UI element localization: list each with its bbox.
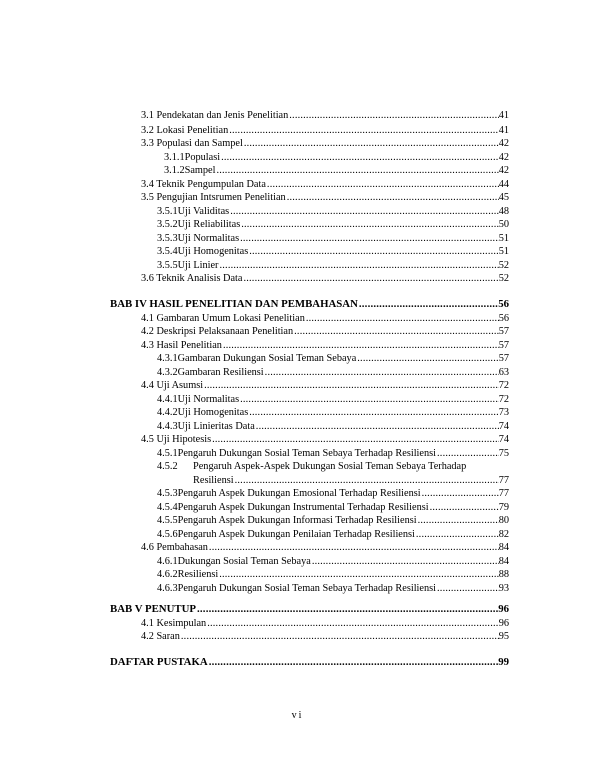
toc-entry-page: 75 <box>498 448 509 459</box>
toc-entry-number: 4.4.2 <box>157 407 178 418</box>
toc-entry-title: Pengaruh Aspek Dukungan Penilaian Terhadap Resiliensi <box>177 529 415 540</box>
toc-entry <box>157 205 509 218</box>
toc-entry-page: 99 <box>498 656 509 668</box>
toc-leader-dots <box>220 259 499 272</box>
toc-entry <box>164 151 509 164</box>
toc-entry <box>157 501 509 514</box>
toc-entry-page: 79 <box>498 502 509 513</box>
toc-entry-page: 51 <box>498 246 509 257</box>
toc-leader-dots <box>221 151 499 164</box>
toc-leader-dots <box>289 109 498 122</box>
toc-entry-number: 4.5.1 <box>157 448 178 459</box>
toc-leader-dots <box>418 514 499 527</box>
toc-entry <box>141 124 509 137</box>
toc-entry-title: Pengaruh Aspek Dukungan Instrumental Terhadap Resiliensi <box>177 502 429 513</box>
toc-entry-continuation <box>193 474 509 487</box>
toc-entry-title: 4.6 Pembahasan <box>141 542 208 553</box>
page-number: vi <box>291 710 304 721</box>
toc-entry-number: 3.5.4 <box>157 246 178 257</box>
toc-leader-dots <box>249 245 498 258</box>
toc-leader-dots <box>256 420 499 433</box>
toc-leader-dots <box>240 232 499 245</box>
toc-entry <box>157 568 509 581</box>
toc-entry-title: 3.1 Pendekatan dan Jenis Penelitian <box>141 110 289 121</box>
toc-leader-dots <box>357 352 498 365</box>
toc-entry-title: Uji Normalitas <box>177 394 240 405</box>
toc-entry-number: 4.6.1 <box>157 556 178 567</box>
toc-chapter-entry <box>110 603 509 616</box>
toc-entry-number: 4.3.1 <box>157 353 178 364</box>
toc-entry-page: 51 <box>498 233 509 244</box>
toc-entry-page: 56 <box>498 298 509 310</box>
toc-leader-dots <box>219 568 498 581</box>
toc-leader-dots <box>312 555 499 568</box>
toc-entry-title: Uji Homogenitas <box>177 407 249 418</box>
toc-entry-title: Pengaruh Dukungan Sosial Teman Sebaya Terhadap Resiliensi <box>177 583 437 594</box>
toc-entry <box>141 178 509 191</box>
toc-entry-page: 52 <box>498 260 509 271</box>
toc-entry <box>141 272 509 285</box>
toc-entry-page: 63 <box>498 367 509 378</box>
toc-entry-page: 77 <box>498 475 509 486</box>
toc-leader-dots <box>244 137 499 150</box>
toc-entry <box>157 245 509 258</box>
toc-entry-title: Dukungan Sosial Teman Sebaya <box>177 556 311 567</box>
toc-entry <box>157 352 509 365</box>
toc-entry-page: 57 <box>498 340 509 351</box>
toc-entry-page: 44 <box>498 179 509 190</box>
toc-entry-number: 3.1.2 <box>164 165 185 176</box>
toc-entry-title: Pengaruh Aspek Dukungan Informasi Terhadap Resiliensi <box>177 515 417 526</box>
toc-leader-dots <box>265 366 499 379</box>
toc-entry <box>157 218 509 231</box>
toc-chapter-entry <box>110 656 509 669</box>
toc-entry-page: 41 <box>498 125 509 136</box>
toc-chapter-title: BAB V PENUTUP <box>110 603 196 615</box>
toc-entry <box>141 617 509 630</box>
toc-entry-page: 82 <box>498 529 509 540</box>
toc-entry <box>157 393 509 406</box>
toc-leader-dots <box>437 582 499 595</box>
toc-entry-title: Uji Homogenitas <box>177 246 249 257</box>
toc-entry-number: 3.5.1 <box>157 206 178 217</box>
toc-leader-dots <box>216 164 498 177</box>
toc-leader-dots <box>204 379 499 392</box>
toc-leader-dots <box>437 447 499 460</box>
toc-entry <box>157 406 509 419</box>
toc-entry-title: 4.4 Uji Asumsi <box>141 380 204 391</box>
toc-leader-dots <box>430 501 499 514</box>
toc-entry-title: 4.5 Uji Hipotesis <box>141 434 212 445</box>
toc-entry-title: 4.2 Saran <box>141 631 180 642</box>
toc-entry-page: 74 <box>498 421 509 432</box>
toc-entry-page: 95 <box>498 631 509 642</box>
toc-entry-page: 50 <box>498 219 509 230</box>
toc-leader-dots <box>197 603 498 616</box>
toc-leader-dots <box>359 298 498 311</box>
toc-entry <box>141 541 509 554</box>
toc-leader-dots <box>422 487 499 500</box>
toc-entry-number: 4.4.3 <box>157 421 178 432</box>
toc-entry-page: 42 <box>498 165 509 176</box>
toc-entry-title: 3.6 Teknik Analisis Data <box>141 273 243 284</box>
toc-leader-dots <box>207 617 498 630</box>
toc-entry-number: 4.5.2 <box>157 461 178 472</box>
toc-entry-title: Uji Reliabilitas <box>177 219 241 230</box>
toc-entry <box>141 312 509 325</box>
toc-leader-dots <box>235 474 499 487</box>
toc-entry-page: 48 <box>498 206 509 217</box>
toc-entry-page: 96 <box>498 618 509 629</box>
toc-entry <box>141 379 509 392</box>
toc-entry-page: 93 <box>498 583 509 594</box>
toc-entry-number: 3.1.1 <box>164 152 185 163</box>
toc-entry <box>157 460 509 473</box>
toc-entry-page: 41 <box>498 110 509 121</box>
toc-entry-page: 80 <box>498 515 509 526</box>
toc-entry <box>157 582 509 595</box>
toc-entry-page: 56 <box>498 313 509 324</box>
toc-leader-dots <box>240 393 499 406</box>
toc-entry-page: 88 <box>498 569 509 580</box>
toc-entry-title: Sampel <box>184 165 216 176</box>
toc-entry-page: 57 <box>498 353 509 364</box>
toc-entry-title: Pengaruh Aspek Dukungan Emosional Terhadap Resiliensi <box>177 488 421 499</box>
toc-entry-title: Uji Validitas <box>177 206 230 217</box>
toc-entry <box>157 420 509 433</box>
toc-leader-dots <box>267 178 499 191</box>
toc-entry-page: 77 <box>498 488 509 499</box>
toc-entry <box>141 325 509 338</box>
toc-entry-title: 4.1 Gambaran Umum Lokasi Penelitian <box>141 313 305 324</box>
toc-entry <box>157 514 509 527</box>
toc-leader-dots <box>294 325 499 338</box>
toc-entry-number: 4.5.4 <box>157 502 178 513</box>
toc-entry-title: 3.2 Lokasi Penelitian <box>141 125 229 136</box>
toc-entry-page: 72 <box>498 394 509 405</box>
toc-leader-dots <box>243 272 498 285</box>
toc-chapter-entry <box>110 298 509 311</box>
toc-entry-page: 57 <box>498 326 509 337</box>
toc-entry-title: 4.1 Kesimpulan <box>141 618 207 629</box>
toc-entry <box>141 630 509 643</box>
toc-entry <box>141 433 509 446</box>
toc-entry-page: 73 <box>498 407 509 418</box>
toc-chapter-title: DAFTAR PUSTAKA <box>110 656 208 668</box>
toc-entry <box>157 528 509 541</box>
toc-entry-title: Populasi <box>184 152 221 163</box>
toc-entry-number: 4.5.6 <box>157 529 178 540</box>
toc-entry-title: 4.3 Hasil Penelitian <box>141 340 222 351</box>
toc-entry <box>141 137 509 150</box>
toc-leader-dots <box>306 312 499 325</box>
toc-leader-dots <box>212 433 499 446</box>
toc-entry-page: 96 <box>498 603 509 615</box>
toc-entry-page: 42 <box>498 138 509 149</box>
toc-leader-dots <box>241 218 498 231</box>
toc-entry <box>157 366 509 379</box>
toc-entry-title: Uji Normalitas <box>177 233 240 244</box>
toc-leader-dots <box>181 630 499 643</box>
toc-leader-dots <box>209 656 499 669</box>
toc-leader-dots <box>416 528 499 541</box>
toc-entry-title: 3.5 Pengujian Intsrumen Penelitian <box>141 192 286 203</box>
toc-entry-page: 52 <box>498 273 509 284</box>
toc-leader-dots <box>209 541 499 554</box>
toc-entry-number: 4.5.3 <box>157 488 178 499</box>
toc-entry-number: 4.3.2 <box>157 367 178 378</box>
toc-entry-page: 72 <box>498 380 509 391</box>
toc-entry-title: Pengaruh Dukungan Sosial Teman Sebaya Terhadap Resiliensi <box>177 448 437 459</box>
toc-entry <box>157 232 509 245</box>
toc-entry-page: 84 <box>498 556 509 567</box>
toc-entry <box>157 555 509 568</box>
toc-entry-number: 3.5.2 <box>157 219 178 230</box>
toc-entry-title: Uji Linier <box>177 260 219 271</box>
toc-entry-number: 4.5.5 <box>157 515 178 526</box>
toc-entry-number: 3.5.5 <box>157 260 178 271</box>
toc-entry-page: 45 <box>498 192 509 203</box>
toc-entry-number: 4.6.2 <box>157 569 178 580</box>
toc-entry-number: 4.6.3 <box>157 583 178 594</box>
toc-entry-title: 3.3 Populasi dan Sampel <box>141 138 243 149</box>
toc-leader-dots <box>230 205 499 218</box>
toc-entry-title: Gambaran Resiliensi <box>177 367 264 378</box>
toc-chapter-title: BAB IV HASIL PENELITIAN DAN PEMBAHASAN <box>110 298 358 310</box>
toc-entry <box>157 259 509 272</box>
toc-entry-number: 3.5.3 <box>157 233 178 244</box>
toc-entry-title: Pengaruh Aspek-Aspek Dukungan Sosial Teman Sebaya Terhadap <box>193 461 467 472</box>
toc-entry <box>141 109 509 122</box>
toc-entry <box>157 487 509 500</box>
toc-entry <box>141 191 509 204</box>
toc-entry-page: 84 <box>498 542 509 553</box>
toc-leader-dots <box>223 339 499 352</box>
toc-entry-page: 74 <box>498 434 509 445</box>
toc-entry <box>164 164 509 177</box>
toc-leader-dots <box>229 124 498 137</box>
toc-entry-title: 4.2 Deskripsi Pelaksanaan Penelitian <box>141 326 294 337</box>
toc-entry-page: 42 <box>498 152 509 163</box>
toc-entry-title: Gambaran Dukungan Sosial Teman Sebaya <box>177 353 357 364</box>
toc-entry-title: Resiliensi <box>193 475 234 486</box>
toc-entry-number: 4.4.1 <box>157 394 178 405</box>
toc-entry-title: Resiliensi <box>177 569 219 580</box>
toc-entry-title: 3.4 Teknik Pengumpulan Data <box>141 179 266 190</box>
toc-entry <box>141 339 509 352</box>
toc-entry-title: Uji Linieritas Data <box>177 421 255 432</box>
toc-leader-dots <box>249 406 498 419</box>
toc-entry <box>157 447 509 460</box>
toc-leader-dots <box>287 191 499 204</box>
